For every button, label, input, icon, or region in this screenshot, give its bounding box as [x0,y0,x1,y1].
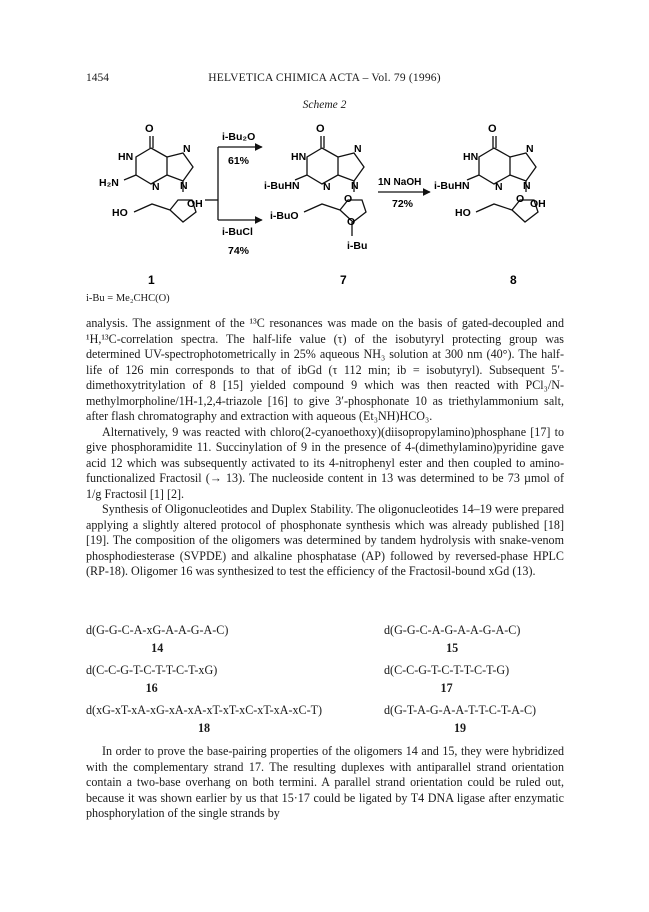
sequence-item [384,663,509,696]
compound-1-label: 1 [148,273,155,287]
cmpd8-iBuHN: i-BuHN [434,180,470,192]
sequence-item [86,623,228,656]
reagent-2: i-BuCl [222,226,253,238]
cmpd8-HN: HN [463,151,479,163]
sequence-item [384,623,520,656]
sequence-number: 14 [151,641,164,655]
sequence-item [384,703,536,736]
sequence-number: 19 [453,721,467,735]
cmpd7-iBuO: i-BuO [270,210,299,222]
paragraph-1: analysis. The assignment of the ¹³C resonances was made on the basis of gated-decoupled and ¹H,¹³C-correlation spectra. The half-life value (τ) of the isobutyryl protecting group was determined UV-spectrophotometrically in 25% aqueous NH₃ solution at 300 nm (40°). The half-life of 126 min corresponds to that of ibGd (τ 112 min; ib = isobutyryl). Subsequent 5′-dimethoxytritylation of 8 [15] yielded compound 9 which was then reacted with PCl₃/N-methylmorpholine/1H-1,2,4-triazole [16] to give 3′-phosphonate 10 as triethylammonium salt, after flash chromatography and extraction with aqueous (Et₃NH)HCO₃. [86,316,564,423]
sequence-row [86,703,564,743]
cmpd7-O3: O [347,216,356,228]
cmpd1-HN: HN [118,151,134,163]
cmpd8-N7: N [526,143,534,155]
cmpd7-HN: HN [291,151,307,163]
paragraph-2: Alternatively, 9 was reacted with chloro(2-cyanoethoxy)(diisopropylamino)phosphane [17] to give phosphoramidite 11. Succinylation of 9 in the presence of 4-(dimethylamino)pyridine gave acid 12 which was subsequently activated to its 4-nitrophenyl ester and then coupled to amino-functionalized Fractosil (→ 13). The nucleoside content in 13 was determined to be 73 µmol of 1/g Fractosil [1] [2]. [86,424,564,501]
cmpd8-O: O [488,123,497,135]
reagent-3: 1N NaOH [378,177,422,188]
cmpd8-ring-O: O [516,193,525,205]
closing-text [86,744,564,822]
scheme-title: Scheme 2 [302,99,347,111]
cmpd1-N7: N [183,143,191,155]
cmpd7-iBu: i-Bu [347,240,368,252]
sequence-row [86,623,564,663]
cmpd8-OH: OH [530,198,546,210]
yield-3: 72% [392,198,414,210]
cmpd8-HO: HO [455,207,471,219]
sequence-text: d(G-G-C-A-G-A-A-G-A-C) [384,623,521,637]
cmpd1-H2N: H₂N [99,177,119,189]
sequence-item [86,663,217,696]
yield-1: 61% [228,155,250,167]
reaction-scheme [0,112,649,297]
scheme-footnote: i-Bu = Me₂CHC(O) [86,293,170,304]
body-text [86,316,564,580]
cmpd1-HO: HO [112,207,128,219]
compound-7-label: 7 [340,273,347,287]
cmpd8-N3: N [495,181,503,193]
cmpd1-N3: N [152,181,160,193]
reagent-1: i-Bu₂O [222,131,256,143]
page-number: 1454 [86,72,109,84]
running-header [0,72,649,88]
sequence-number: 16 [145,681,158,695]
cmpd7-N3: N [323,181,331,193]
cmpd1-N9: N [180,180,188,192]
cmpd1-O: O [145,123,154,135]
sequence-text: d(G-T-A-G-A-A-T-T-C-T-A-C) [384,703,537,717]
paragraph-3: Synthesis of Oligonucleotides and Duplex Stability. The oligonucleotides 14–19 were prepared applying a slightly altered protocol of phosphonate synthesis which was already published [18] [19]. The composition of the oligomers was determined by tandem hydrolysis with snake-venom phosphodiesterase (SVPDE) and alkaline phosphatase (AP) followed by reversed-phase HPLC (RP-18). Oligomer 16 was synthesized to test the efficiency of the Fractosil-bound xGd (13). [86,502,564,578]
cmpd7-ring-O: O [344,193,353,205]
paragraph-4: In order to prove the base-pairing properties of the oligomers 14 and 15, they were hybridized with the complementary strand 17. The resulting duplexes with antiparallel strand orientation contain a two-base overhang on both termini. A parallel strand orientation could be ruled out, because it was shown earlier by us that 15·17 could be ligated by T4 DNA ligase after enzymatic phosphorylation of the single strands by [86,744,564,820]
cmpd7-N7: N [354,143,362,155]
sequence-row [86,663,564,703]
sequence-text: d(C-C-G-T-C-T-T-C-T-G) [384,663,510,677]
sequence-item [86,703,322,736]
sequence-number: 17 [440,681,453,695]
sequence-text: d(G-G-C-A-xG-A-A-G-A-C) [86,623,229,637]
sequence-text: d(C-C-G-T-C-T-T-C-T-xG) [86,663,218,677]
cmpd7-O: O [316,123,325,135]
compound-8-label: 8 [510,273,517,287]
sequence-list [86,623,564,743]
cmpd7-N9: N [351,180,359,192]
journal-title: HELVETICA CHIMICA ACTA – Vol. 79 (1996) [208,72,441,84]
cmpd7-iBuHN: i-BuHN [264,180,300,192]
scheme-drawing [0,112,649,297]
sequence-number: 18 [197,721,211,735]
cmpd8-N9: N [523,180,531,192]
sequence-number: 15 [446,641,459,655]
cmpd1-OH: OH [187,198,203,210]
sequence-text: d(xG-xT-xA-xG-xA-xA-xT-xT-xC-xT-xA-xC-T) [86,703,323,717]
yield-2: 74% [228,245,250,257]
